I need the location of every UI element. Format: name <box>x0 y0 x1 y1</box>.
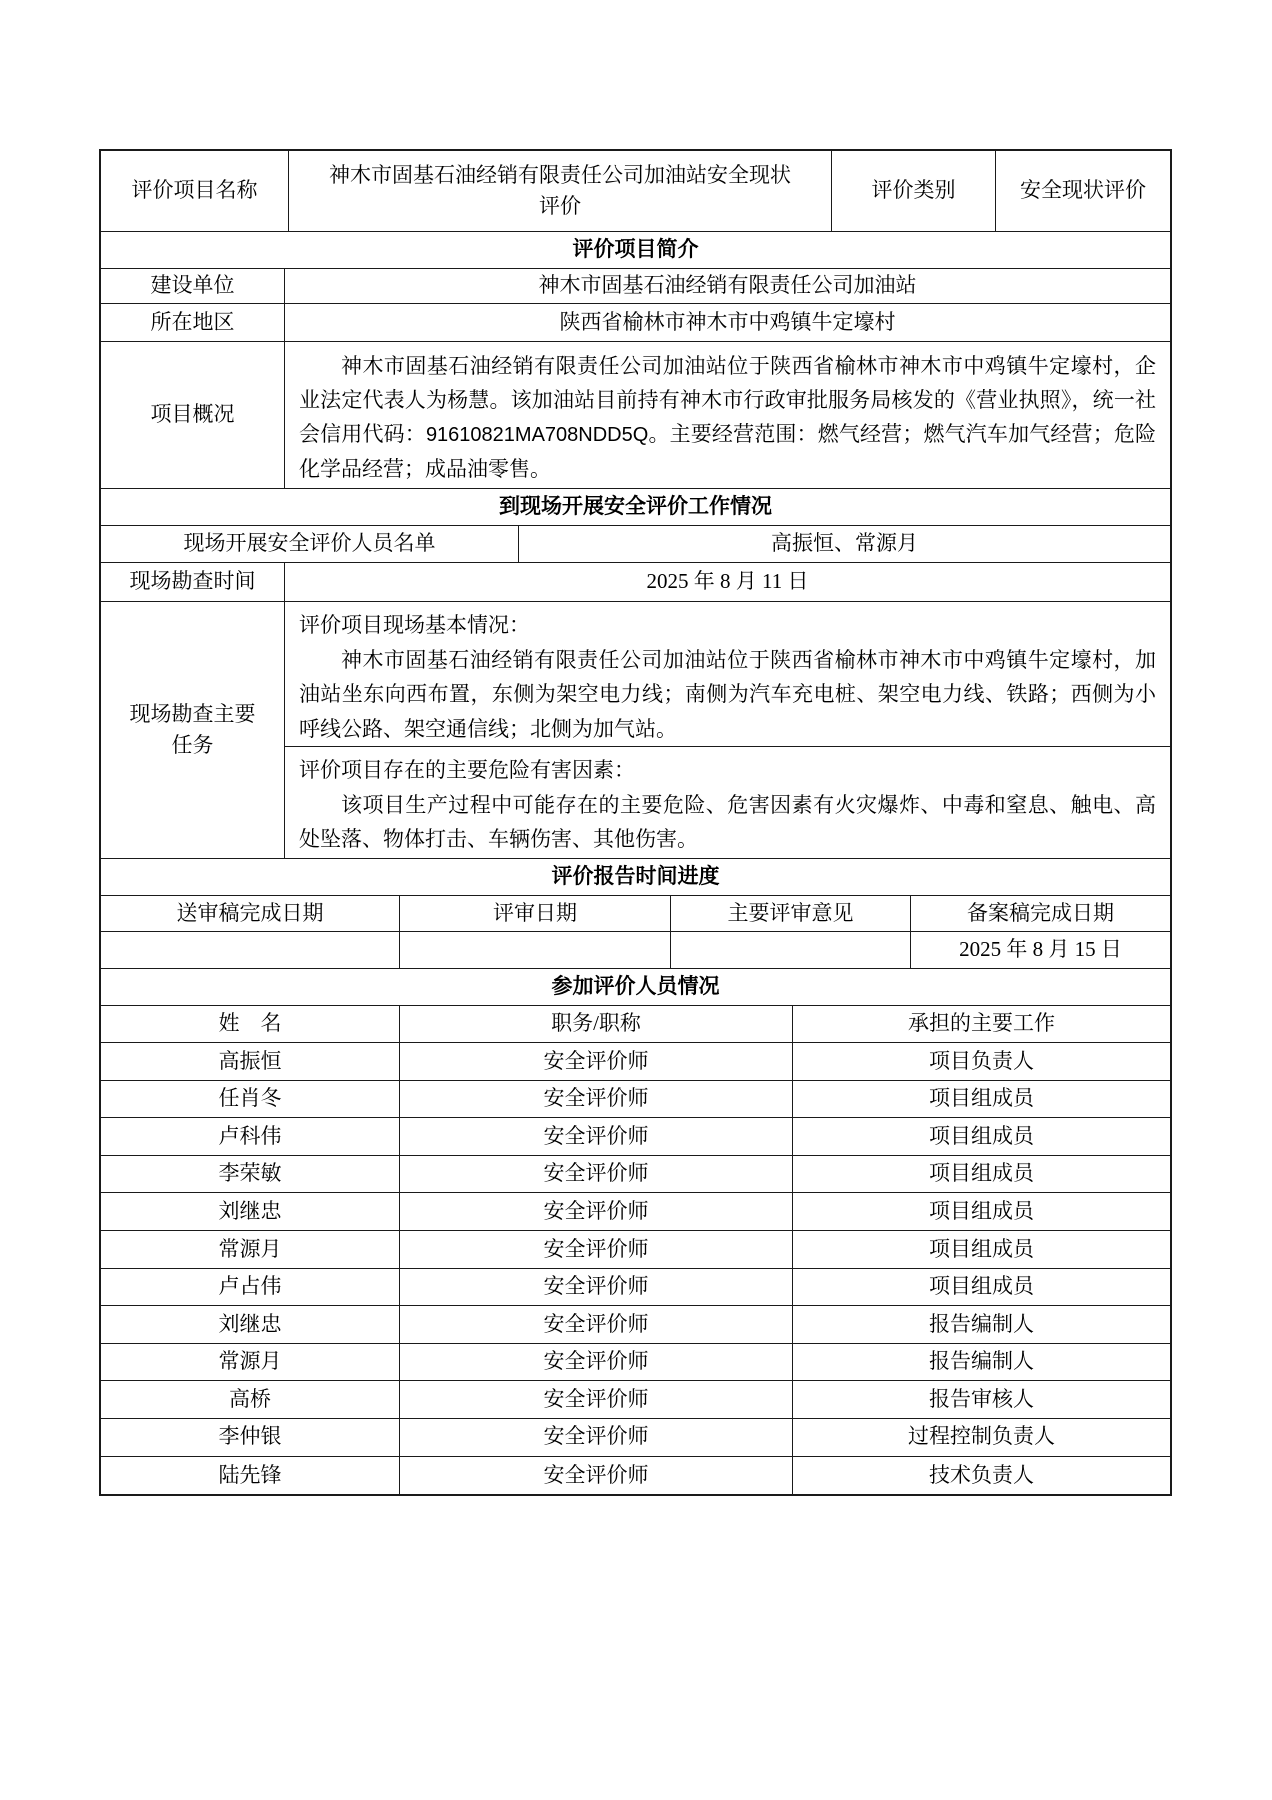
section-schedule-title: 评价报告时间进度 <box>551 864 720 889</box>
participant-row <box>101 1043 1170 1081</box>
participant-role: 过程控制负责人 <box>908 1424 1055 1449</box>
schedule-val-review-date <box>400 932 671 968</box>
participant-title: 安全评价师 <box>400 1381 793 1418</box>
schedule-col-record: 备案稿完成日期 <box>967 900 1114 925</box>
participant-role: 项目组成员 <box>929 1161 1034 1186</box>
region-row <box>101 304 1170 342</box>
staff-list-value: 高振恒、常源月 <box>771 531 918 556</box>
region-value: 陕西省榆林市神木市中鸡镇牛定壕村 <box>559 309 896 334</box>
site-basic-heading: 评价项目现场基本情况： <box>299 613 530 637</box>
hazard-cell <box>285 747 1170 859</box>
schedule-val-opinion <box>671 932 911 968</box>
schedule-col-review-date: 评审日期 <box>400 896 671 931</box>
participant-role: 项目组成员 <box>929 1123 1034 1148</box>
participant-role: 项目组成员 <box>929 1274 1034 1299</box>
overview-text <box>285 342 1170 488</box>
participant-row <box>101 1118 1170 1156</box>
participant-title: 安全评价师 <box>400 1419 793 1456</box>
section-sitework-title: 到现场开展安全评价工作情况 <box>499 494 772 519</box>
participant-role: 项目组成员 <box>929 1086 1034 1111</box>
schedule-header-row <box>101 896 1170 932</box>
overview-label: 项目概况 <box>101 342 285 488</box>
participant-title: 安全评价师 <box>400 1344 793 1381</box>
schedule-val-record: 2025 年 8 月 15 日 <box>959 937 1122 962</box>
participant-role: 技术负责人 <box>929 1462 1034 1487</box>
participant-role: 报告审核人 <box>929 1386 1034 1411</box>
survey-task-row <box>101 602 1170 859</box>
participant-row <box>101 1381 1170 1419</box>
hazard-heading: 评价项目存在的主要危险有害因素： <box>299 758 635 782</box>
section-schedule-header <box>101 859 1170 896</box>
participant-name: 李仲银 <box>101 1419 400 1456</box>
participant-title: 安全评价师 <box>400 1193 793 1230</box>
evaluation-summary-table <box>99 149 1172 1496</box>
site-basic-cell <box>285 602 1170 747</box>
participant-name: 卢占伟 <box>101 1269 400 1306</box>
participant-role: 报告编制人 <box>929 1349 1034 1374</box>
participant-role: 报告编制人 <box>929 1311 1034 1336</box>
staff-list-label: 现场开展安全评价人员名单 <box>101 526 519 562</box>
site-basic-text: 神木市固基石油经销有限责任公司加油站位于陕西省榆林市神木市中鸡镇牛定壕村，加油站坐东向西布置，东侧为架空电力线；南侧为汽车充电桩、架空电力线、铁路；西侧为小呼线公路、架空通信线；北侧为加气站。 <box>299 647 1156 741</box>
participants-col-title: 职务/职称 <box>400 1006 793 1042</box>
overview-row <box>101 342 1170 489</box>
construction-unit-row <box>101 269 1170 304</box>
construction-unit-label: 建设单位 <box>101 269 285 303</box>
participant-name: 高桥 <box>101 1381 400 1418</box>
schedule-val-draft <box>101 932 400 968</box>
participant-name: 卢科伟 <box>101 1118 400 1155</box>
project-header-row <box>101 151 1170 232</box>
overview-paragraph: 神木市固基石油经销有限责任公司加油站位于陕西省榆林市神木市中鸡镇牛定壕村，企业法定代表人为杨慧。该加油站目前持有神木市行政审批服务局核发的《营业执照》，统一社会信用代码：91610821MA708NDD5Q。主要经营范围：燃气经营；燃气汽车加气经营；危险化学品经营；成品油零售。 <box>299 354 1157 481</box>
participant-title: 安全评价师 <box>400 1043 793 1080</box>
section-participants-title: 参加评价人员情况 <box>551 974 720 999</box>
participants-col-role: 承担的主要工作 <box>908 1011 1055 1036</box>
participant-title: 安全评价师 <box>400 1118 793 1155</box>
participant-title: 安全评价师 <box>400 1306 793 1343</box>
participant-name: 李荣敏 <box>101 1156 400 1193</box>
section-intro-header <box>101 232 1170 269</box>
schedule-col-draft: 送审稿完成日期 <box>101 896 400 931</box>
participant-title: 安全评价师 <box>400 1081 793 1118</box>
participant-row <box>101 1306 1170 1344</box>
participant-row <box>101 1156 1170 1194</box>
project-name-label: 评价项目名称 <box>101 151 289 231</box>
participant-row <box>101 1081 1170 1119</box>
participant-name: 常源月 <box>101 1231 400 1268</box>
participant-title: 安全评价师 <box>400 1156 793 1193</box>
participant-row <box>101 1193 1170 1231</box>
participant-role: 项目负责人 <box>929 1048 1034 1073</box>
section-intro-title: 评价项目简介 <box>572 237 699 262</box>
participant-row <box>101 1419 1170 1457</box>
participant-row <box>101 1457 1170 1495</box>
participant-title: 安全评价师 <box>400 1231 793 1268</box>
participant-name: 常源月 <box>101 1344 400 1381</box>
participants-header-row <box>101 1006 1170 1043</box>
survey-task-details <box>285 602 1170 858</box>
project-name-value: 神木市固基石油经销有限责任公司加油站安全现状评价 <box>289 151 832 231</box>
participants-col-name: 姓 名 <box>101 1006 400 1042</box>
participant-title: 安全评价师 <box>400 1457 793 1495</box>
survey-date-label: 现场勘查时间 <box>101 563 285 601</box>
staff-list-row <box>101 526 1170 563</box>
credit-code: 91610821MA708NDD5Q <box>425 424 649 446</box>
survey-date-value: 2025 年 8 月 11 日 <box>646 569 809 594</box>
participant-name: 任肖冬 <box>101 1081 400 1118</box>
eval-type-label: 评价类别 <box>832 151 996 231</box>
participant-role: 项目组成员 <box>929 1198 1034 1223</box>
participant-role: 项目组成员 <box>929 1236 1034 1261</box>
participant-row <box>101 1344 1170 1382</box>
eval-type-value: 安全现状评价 <box>1020 178 1146 203</box>
participant-name: 陆先锋 <box>101 1457 400 1495</box>
hazard-text: 该项目生产过程中可能存在的主要危险、危害因素有火灾爆炸、中毒和窒息、触电、高处坠落、物体打击、车辆伤害、其他伤害。 <box>299 792 1156 851</box>
participant-name: 刘继忠 <box>101 1306 400 1343</box>
section-participants-header <box>101 969 1170 1006</box>
participant-row <box>101 1231 1170 1269</box>
schedule-value-row <box>101 932 1170 969</box>
survey-task-label: 现场勘查主要任务 <box>101 602 285 858</box>
survey-date-row <box>101 563 1170 602</box>
region-label: 所在地区 <box>101 304 285 341</box>
schedule-col-opinion: 主要评审意见 <box>671 896 911 931</box>
participant-row <box>101 1269 1170 1307</box>
participant-name: 高振恒 <box>101 1043 400 1080</box>
construction-unit-value: 神木市固基石油经销有限责任公司加油站 <box>538 273 917 298</box>
section-sitework-header <box>101 489 1170 526</box>
participant-name: 刘继忠 <box>101 1193 400 1230</box>
participant-title: 安全评价师 <box>400 1269 793 1306</box>
